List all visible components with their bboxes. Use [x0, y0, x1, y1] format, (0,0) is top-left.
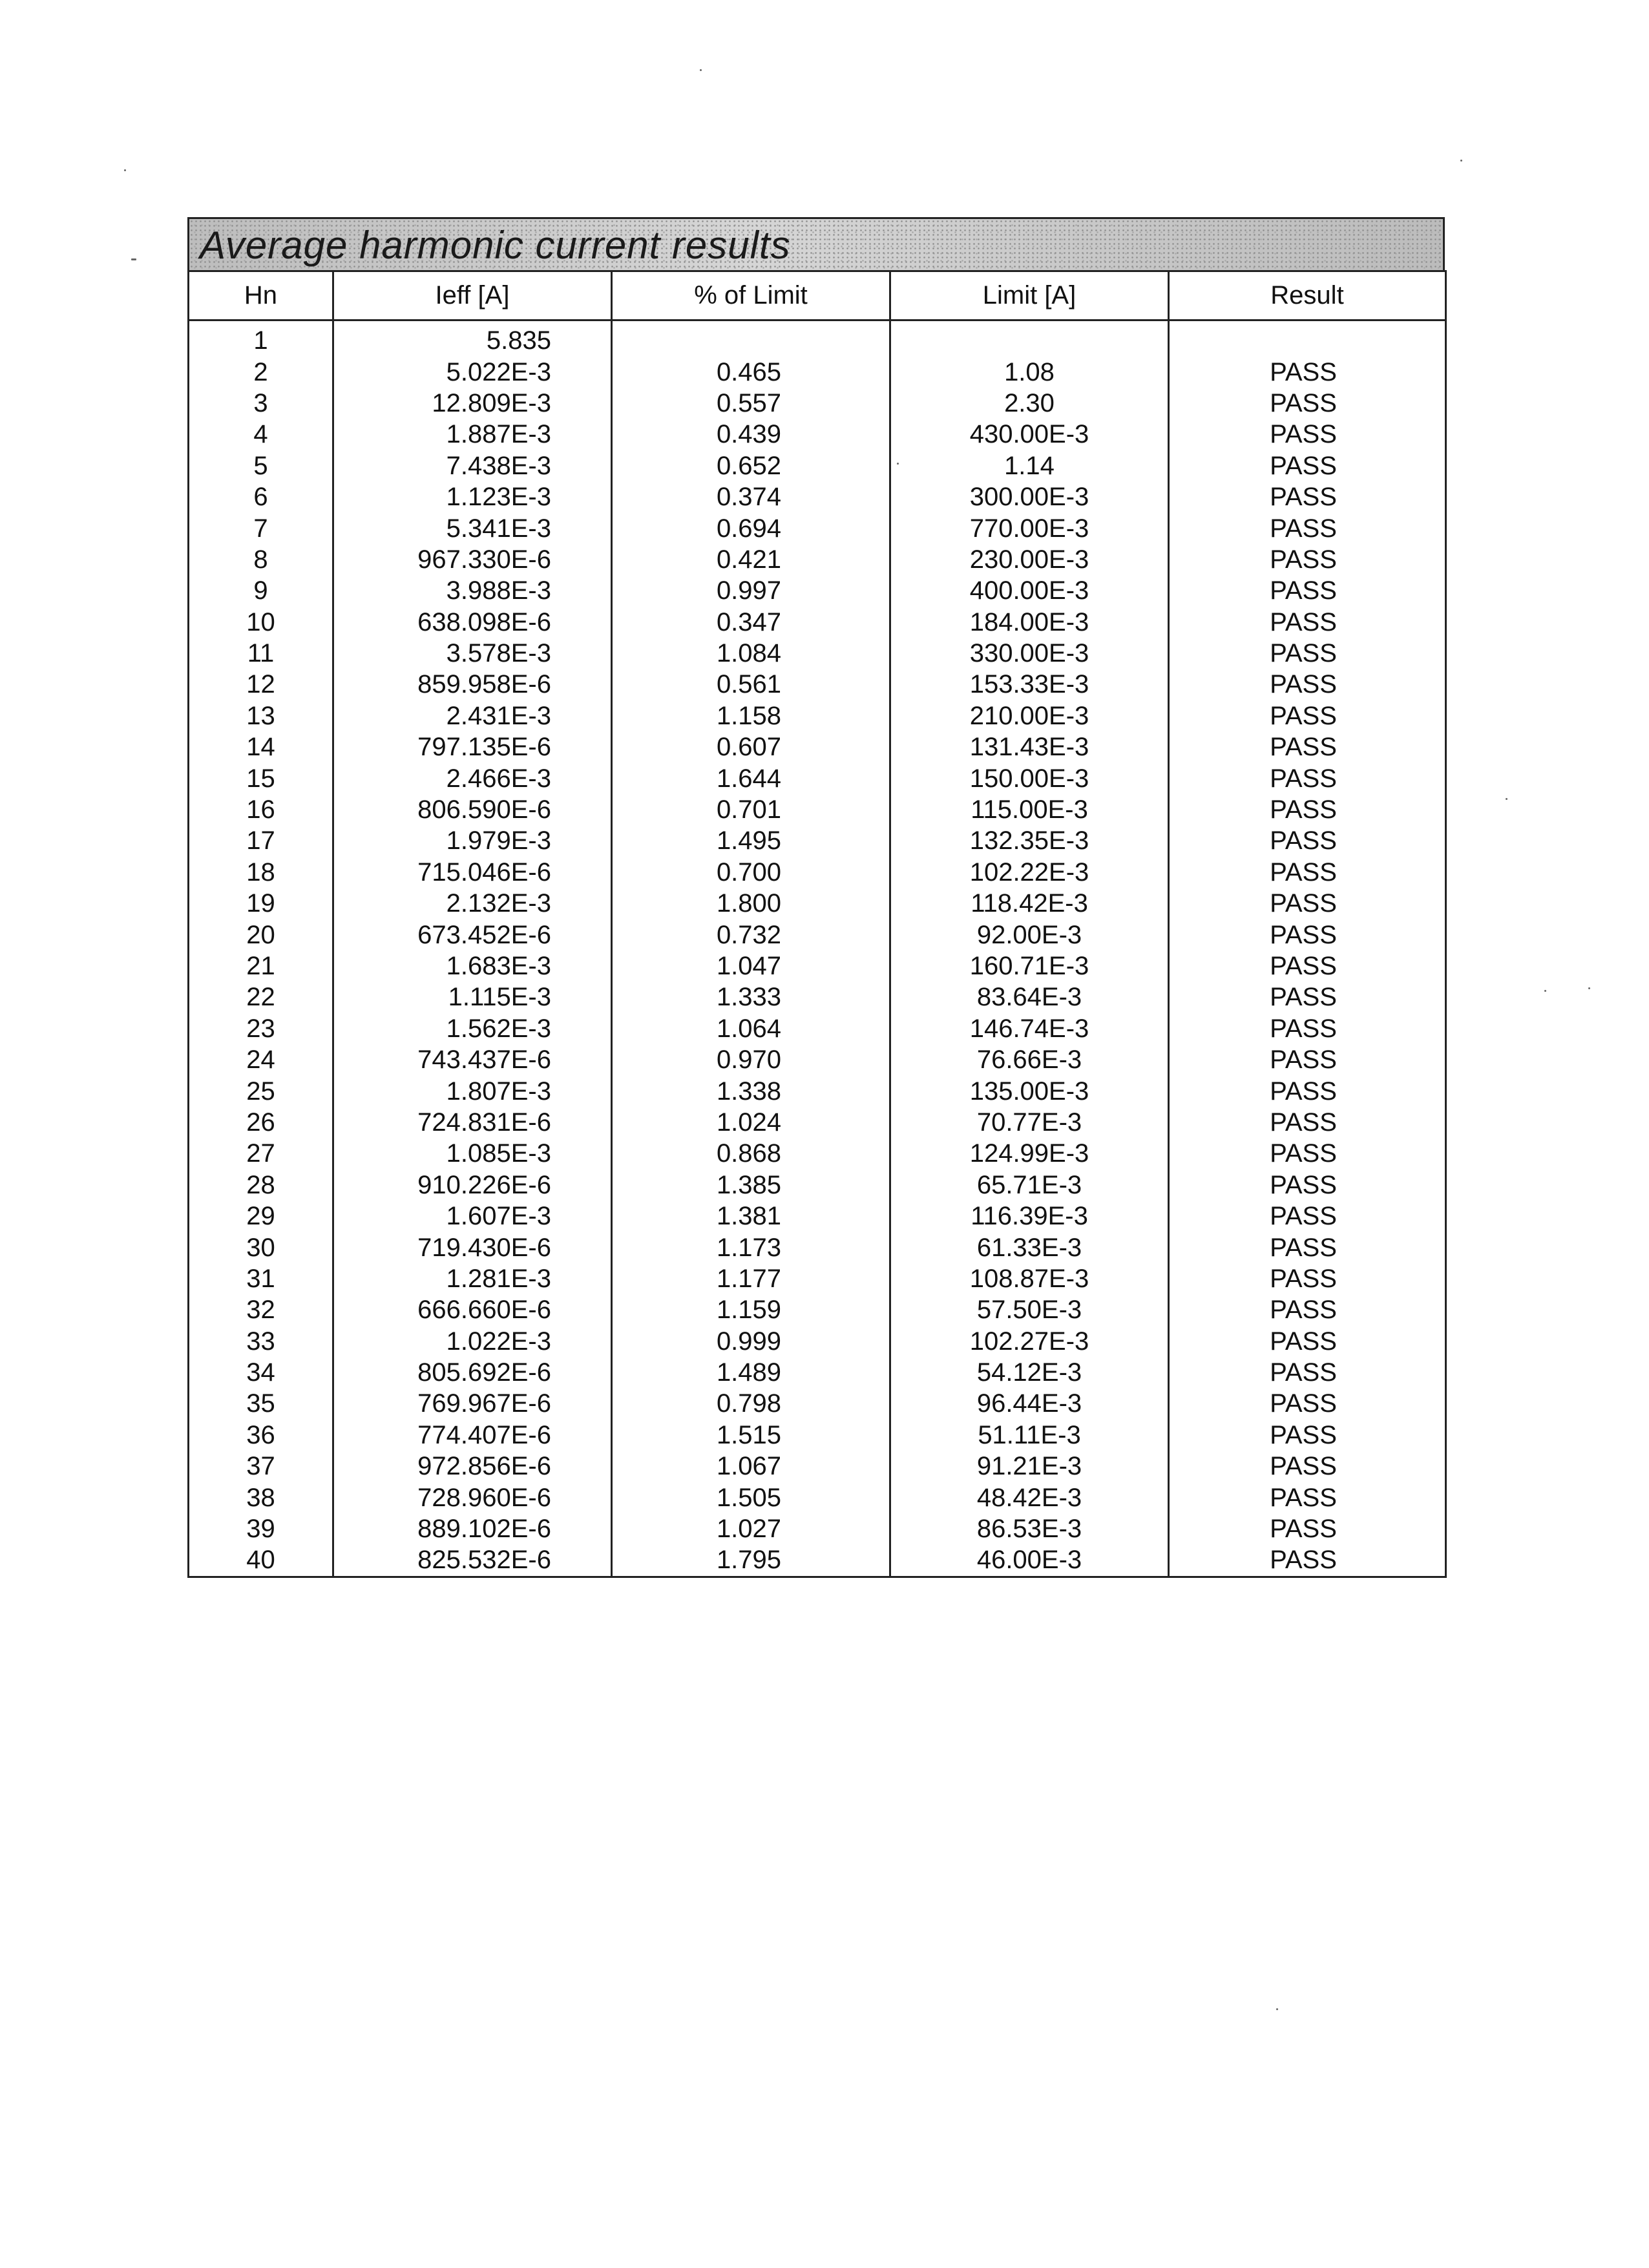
cell-result: PASS — [1169, 1263, 1446, 1294]
cell-result: PASS — [1169, 575, 1446, 606]
column-header-ieff: Ieff [A] — [333, 271, 612, 320]
cell-limit: 124.99E-3 — [890, 1138, 1169, 1169]
cell-result: PASS — [1169, 544, 1446, 575]
cell-hn: 1 — [189, 320, 333, 357]
cell-hn: 35 — [189, 1388, 333, 1419]
cell-ieff: 2.466E-3 — [333, 762, 612, 793]
column-header-result: Result — [1169, 271, 1446, 320]
cell-hn: 31 — [189, 1263, 333, 1294]
cell-result: PASS — [1169, 888, 1446, 919]
cell-hn: 30 — [189, 1232, 333, 1263]
cell-percent-of-limit: 1.177 — [612, 1263, 890, 1294]
cell-ieff: 715.046E-6 — [333, 857, 612, 888]
table-row — [189, 950, 1446, 982]
cell-result: PASS — [1169, 919, 1446, 950]
cell-limit: 300.00E-3 — [890, 481, 1169, 512]
cell-ieff: 797.135E-6 — [333, 731, 612, 762]
cell-ieff: 825.532E-6 — [333, 1544, 612, 1577]
cell-hn: 21 — [189, 950, 333, 982]
cell-ieff: 806.590E-6 — [333, 794, 612, 825]
cell-percent-of-limit: 1.173 — [612, 1232, 890, 1263]
table-row — [189, 1544, 1446, 1577]
cell-limit: 70.77E-3 — [890, 1107, 1169, 1138]
cell-percent-of-limit: 0.999 — [612, 1326, 890, 1357]
cell-hn: 3 — [189, 388, 333, 419]
cell-hn: 34 — [189, 1357, 333, 1388]
cell-hn: 15 — [189, 762, 333, 793]
scan-speck — [1506, 798, 1507, 800]
cell-hn: 9 — [189, 575, 333, 606]
cell-ieff: 1.281E-3 — [333, 1263, 612, 1294]
table-row — [189, 1232, 1446, 1263]
cell-ieff: 2.431E-3 — [333, 700, 612, 731]
cell-percent-of-limit: 1.333 — [612, 982, 890, 1013]
cell-percent-of-limit: 0.439 — [612, 419, 890, 450]
scan-speck — [124, 169, 126, 171]
cell-percent-of-limit: 0.347 — [612, 607, 890, 638]
table-row — [189, 1482, 1446, 1513]
cell-result: PASS — [1169, 1138, 1446, 1169]
cell-result: PASS — [1169, 1232, 1446, 1263]
cell-limit: 76.66E-3 — [890, 1044, 1169, 1075]
cell-percent-of-limit: 0.732 — [612, 919, 890, 950]
cell-hn: 23 — [189, 1013, 333, 1044]
cell-ieff: 5.835 — [333, 320, 612, 357]
cell-ieff: 3.578E-3 — [333, 638, 612, 669]
cell-result: PASS — [1169, 1170, 1446, 1201]
cell-limit: 210.00E-3 — [890, 700, 1169, 731]
cell-percent-of-limit: 0.970 — [612, 1044, 890, 1075]
cell-limit: 330.00E-3 — [890, 638, 1169, 669]
cell-percent-of-limit: 1.027 — [612, 1513, 890, 1544]
cell-ieff: 728.960E-6 — [333, 1482, 612, 1513]
cell-ieff: 2.132E-3 — [333, 888, 612, 919]
table-row — [189, 794, 1446, 825]
table-row — [189, 1044, 1446, 1075]
cell-limit: 48.42E-3 — [890, 1482, 1169, 1513]
cell-result — [1169, 320, 1446, 357]
table-row — [189, 419, 1446, 450]
cell-limit: 150.00E-3 — [890, 762, 1169, 793]
table-row — [189, 762, 1446, 793]
scan-speck — [1276, 2008, 1278, 2010]
cell-limit: 86.53E-3 — [890, 1513, 1169, 1544]
cell-result: PASS — [1169, 1294, 1446, 1325]
cell-percent-of-limit: 1.067 — [612, 1451, 890, 1482]
cell-hn: 13 — [189, 700, 333, 731]
cell-hn: 7 — [189, 512, 333, 543]
cell-limit: 57.50E-3 — [890, 1294, 1169, 1325]
cell-hn: 12 — [189, 669, 333, 700]
cell-result: PASS — [1169, 1013, 1446, 1044]
cell-limit: 102.22E-3 — [890, 857, 1169, 888]
cell-result: PASS — [1169, 669, 1446, 700]
cell-ieff: 889.102E-6 — [333, 1513, 612, 1544]
table-row — [189, 1388, 1446, 1419]
cell-percent-of-limit: 0.607 — [612, 731, 890, 762]
cell-ieff: 769.967E-6 — [333, 1388, 612, 1419]
cell-percent-of-limit: 1.644 — [612, 762, 890, 793]
table-row — [189, 1201, 1446, 1232]
cell-percent-of-limit: 0.557 — [612, 388, 890, 419]
harmonic-report — [187, 217, 1445, 1578]
table-header — [189, 271, 1446, 320]
column-header-percent-of-limit: % of Limit — [612, 271, 890, 320]
table-row — [189, 481, 1446, 512]
cell-percent-of-limit: 1.158 — [612, 700, 890, 731]
cell-limit: 184.00E-3 — [890, 607, 1169, 638]
cell-percent-of-limit: 1.489 — [612, 1357, 890, 1388]
cell-ieff: 972.856E-6 — [333, 1451, 612, 1482]
cell-result: PASS — [1169, 512, 1446, 543]
cell-ieff: 774.407E-6 — [333, 1420, 612, 1451]
cell-result: PASS — [1169, 731, 1446, 762]
cell-ieff: 5.022E-3 — [333, 356, 612, 387]
cell-percent-of-limit: 0.694 — [612, 512, 890, 543]
cell-hn: 2 — [189, 356, 333, 387]
cell-percent-of-limit: 1.495 — [612, 825, 890, 856]
table-row — [189, 1420, 1446, 1451]
cell-ieff: 719.430E-6 — [333, 1232, 612, 1263]
cell-limit: 118.42E-3 — [890, 888, 1169, 919]
cell-percent-of-limit: 0.701 — [612, 794, 890, 825]
cell-ieff: 724.831E-6 — [333, 1107, 612, 1138]
cell-percent-of-limit: 1.047 — [612, 950, 890, 982]
cell-ieff: 1.123E-3 — [333, 481, 612, 512]
results-table — [187, 270, 1447, 1578]
cell-limit: 61.33E-3 — [890, 1232, 1169, 1263]
title-bar — [187, 217, 1445, 270]
cell-result: PASS — [1169, 1388, 1446, 1419]
cell-ieff: 3.988E-3 — [333, 575, 612, 606]
cell-percent-of-limit: 0.997 — [612, 575, 890, 606]
scan-speck — [1460, 160, 1462, 162]
table-row — [189, 1075, 1446, 1106]
cell-hn: 11 — [189, 638, 333, 669]
cell-percent-of-limit: 0.465 — [612, 356, 890, 387]
cell-result: PASS — [1169, 481, 1446, 512]
cell-result: PASS — [1169, 982, 1446, 1013]
cell-percent-of-limit — [612, 320, 890, 357]
column-header-hn: Hn — [189, 271, 333, 320]
table-row — [189, 731, 1446, 762]
cell-hn: 14 — [189, 731, 333, 762]
cell-ieff: 5.341E-3 — [333, 512, 612, 543]
cell-hn: 24 — [189, 1044, 333, 1075]
cell-ieff: 1.607E-3 — [333, 1201, 612, 1232]
cell-limit: 83.64E-3 — [890, 982, 1169, 1013]
table-row — [189, 1326, 1446, 1357]
cell-ieff: 1.683E-3 — [333, 950, 612, 982]
table-row — [189, 1263, 1446, 1294]
cell-percent-of-limit: 0.700 — [612, 857, 890, 888]
cell-percent-of-limit: 1.024 — [612, 1107, 890, 1138]
cell-hn: 40 — [189, 1544, 333, 1577]
cell-ieff: 1.807E-3 — [333, 1075, 612, 1106]
table-row — [189, 1138, 1446, 1169]
cell-result: PASS — [1169, 1044, 1446, 1075]
cell-result: PASS — [1169, 450, 1446, 481]
table-row — [189, 669, 1446, 700]
cell-ieff: 12.809E-3 — [333, 388, 612, 419]
table-row — [189, 1294, 1446, 1325]
cell-limit: 92.00E-3 — [890, 919, 1169, 950]
cell-percent-of-limit: 0.561 — [612, 669, 890, 700]
table-row — [189, 1170, 1446, 1201]
cell-result: PASS — [1169, 1107, 1446, 1138]
cell-limit: 135.00E-3 — [890, 1075, 1169, 1106]
cell-limit — [890, 320, 1169, 357]
cell-result: PASS — [1169, 419, 1446, 450]
cell-limit: 770.00E-3 — [890, 512, 1169, 543]
cell-percent-of-limit: 0.868 — [612, 1138, 890, 1169]
cell-hn: 29 — [189, 1201, 333, 1232]
cell-result: PASS — [1169, 1482, 1446, 1513]
cell-result: PASS — [1169, 762, 1446, 793]
table-row — [189, 857, 1446, 888]
cell-limit: 1.08 — [890, 356, 1169, 387]
cell-hn: 25 — [189, 1075, 333, 1106]
scan-speck — [131, 258, 136, 260]
table-row — [189, 888, 1446, 919]
cell-limit: 146.74E-3 — [890, 1013, 1169, 1044]
cell-percent-of-limit: 1.084 — [612, 638, 890, 669]
table-row — [189, 982, 1446, 1013]
report-title: Average harmonic current results — [200, 224, 791, 267]
cell-ieff: 1.887E-3 — [333, 419, 612, 450]
table-row — [189, 638, 1446, 669]
cell-result: PASS — [1169, 950, 1446, 982]
cell-percent-of-limit: 0.421 — [612, 544, 890, 575]
cell-limit: 132.35E-3 — [890, 825, 1169, 856]
cell-limit: 46.00E-3 — [890, 1544, 1169, 1577]
cell-result: PASS — [1169, 356, 1446, 387]
cell-result: PASS — [1169, 1451, 1446, 1482]
table-row — [189, 700, 1446, 731]
table-row — [189, 450, 1446, 481]
cell-ieff: 743.437E-6 — [333, 1044, 612, 1075]
cell-hn: 37 — [189, 1451, 333, 1482]
cell-percent-of-limit: 1.064 — [612, 1013, 890, 1044]
cell-ieff: 7.438E-3 — [333, 450, 612, 481]
table-row — [189, 919, 1446, 950]
cell-result: PASS — [1169, 1326, 1446, 1357]
cell-limit: 51.11E-3 — [890, 1420, 1169, 1451]
cell-result: PASS — [1169, 1513, 1446, 1544]
table-row — [189, 575, 1446, 606]
table-body — [189, 320, 1446, 1577]
cell-result: PASS — [1169, 825, 1446, 856]
cell-limit: 230.00E-3 — [890, 544, 1169, 575]
cell-percent-of-limit: 1.338 — [612, 1075, 890, 1106]
cell-hn: 28 — [189, 1170, 333, 1201]
cell-ieff: 666.660E-6 — [333, 1294, 612, 1325]
column-header-limit: Limit [A] — [890, 271, 1169, 320]
cell-result: PASS — [1169, 1201, 1446, 1232]
cell-limit: 102.27E-3 — [890, 1326, 1169, 1357]
cell-ieff: 638.098E-6 — [333, 607, 612, 638]
cell-result: PASS — [1169, 607, 1446, 638]
cell-ieff: 805.692E-6 — [333, 1357, 612, 1388]
cell-result: PASS — [1169, 1420, 1446, 1451]
cell-hn: 6 — [189, 481, 333, 512]
cell-percent-of-limit: 1.505 — [612, 1482, 890, 1513]
cell-percent-of-limit: 1.800 — [612, 888, 890, 919]
table-row — [189, 1357, 1446, 1388]
scan-speck — [1588, 987, 1590, 989]
cell-result: PASS — [1169, 1357, 1446, 1388]
cell-result: PASS — [1169, 1544, 1446, 1577]
cell-result: PASS — [1169, 1075, 1446, 1106]
cell-hn: 27 — [189, 1138, 333, 1169]
cell-ieff: 1.085E-3 — [333, 1138, 612, 1169]
table-row — [189, 320, 1446, 357]
cell-limit: 2.30 — [890, 388, 1169, 419]
cell-limit: 1.14 — [890, 450, 1169, 481]
cell-hn: 39 — [189, 1513, 333, 1544]
cell-hn: 20 — [189, 919, 333, 950]
cell-limit: 91.21E-3 — [890, 1451, 1169, 1482]
scan-speck — [700, 69, 702, 71]
cell-limit: 160.71E-3 — [890, 950, 1169, 982]
cell-percent-of-limit: 0.652 — [612, 450, 890, 481]
cell-ieff: 859.958E-6 — [333, 669, 612, 700]
cell-ieff: 910.226E-6 — [333, 1170, 612, 1201]
cell-ieff: 1.022E-3 — [333, 1326, 612, 1357]
cell-result: PASS — [1169, 794, 1446, 825]
cell-hn: 38 — [189, 1482, 333, 1513]
scan-speck — [897, 463, 899, 465]
cell-limit: 65.71E-3 — [890, 1170, 1169, 1201]
cell-result: PASS — [1169, 857, 1446, 888]
cell-percent-of-limit: 0.798 — [612, 1388, 890, 1419]
cell-percent-of-limit: 1.159 — [612, 1294, 890, 1325]
table-row — [189, 356, 1446, 387]
cell-hn: 8 — [189, 544, 333, 575]
cell-hn: 4 — [189, 419, 333, 450]
cell-percent-of-limit: 1.795 — [612, 1544, 890, 1577]
cell-limit: 153.33E-3 — [890, 669, 1169, 700]
cell-limit: 400.00E-3 — [890, 575, 1169, 606]
cell-result: PASS — [1169, 638, 1446, 669]
table-row — [189, 1513, 1446, 1544]
cell-limit: 96.44E-3 — [890, 1388, 1169, 1419]
cell-limit: 115.00E-3 — [890, 794, 1169, 825]
cell-percent-of-limit: 0.374 — [612, 481, 890, 512]
table-row — [189, 1107, 1446, 1138]
cell-hn: 26 — [189, 1107, 333, 1138]
cell-limit: 108.87E-3 — [890, 1263, 1169, 1294]
cell-hn: 5 — [189, 450, 333, 481]
table-row — [189, 1013, 1446, 1044]
scan-speck — [1544, 990, 1546, 992]
cell-ieff: 673.452E-6 — [333, 919, 612, 950]
cell-hn: 19 — [189, 888, 333, 919]
cell-hn: 18 — [189, 857, 333, 888]
header-row — [189, 271, 1446, 320]
cell-percent-of-limit: 1.381 — [612, 1201, 890, 1232]
cell-hn: 16 — [189, 794, 333, 825]
table-row — [189, 512, 1446, 543]
cell-percent-of-limit: 1.385 — [612, 1170, 890, 1201]
cell-hn: 10 — [189, 607, 333, 638]
cell-percent-of-limit: 1.515 — [612, 1420, 890, 1451]
table-row — [189, 825, 1446, 856]
cell-ieff: 967.330E-6 — [333, 544, 612, 575]
cell-result: PASS — [1169, 388, 1446, 419]
table-row — [189, 544, 1446, 575]
cell-ieff: 1.979E-3 — [333, 825, 612, 856]
table-row — [189, 607, 1446, 638]
table-row — [189, 388, 1446, 419]
cell-ieff: 1.562E-3 — [333, 1013, 612, 1044]
cell-limit: 430.00E-3 — [890, 419, 1169, 450]
cell-limit: 131.43E-3 — [890, 731, 1169, 762]
cell-ieff: 1.115E-3 — [333, 982, 612, 1013]
cell-hn: 33 — [189, 1326, 333, 1357]
cell-result: PASS — [1169, 700, 1446, 731]
cell-hn: 22 — [189, 982, 333, 1013]
cell-limit: 116.39E-3 — [890, 1201, 1169, 1232]
cell-hn: 17 — [189, 825, 333, 856]
table-row — [189, 1451, 1446, 1482]
cell-limit: 54.12E-3 — [890, 1357, 1169, 1388]
cell-hn: 32 — [189, 1294, 333, 1325]
cell-hn: 36 — [189, 1420, 333, 1451]
